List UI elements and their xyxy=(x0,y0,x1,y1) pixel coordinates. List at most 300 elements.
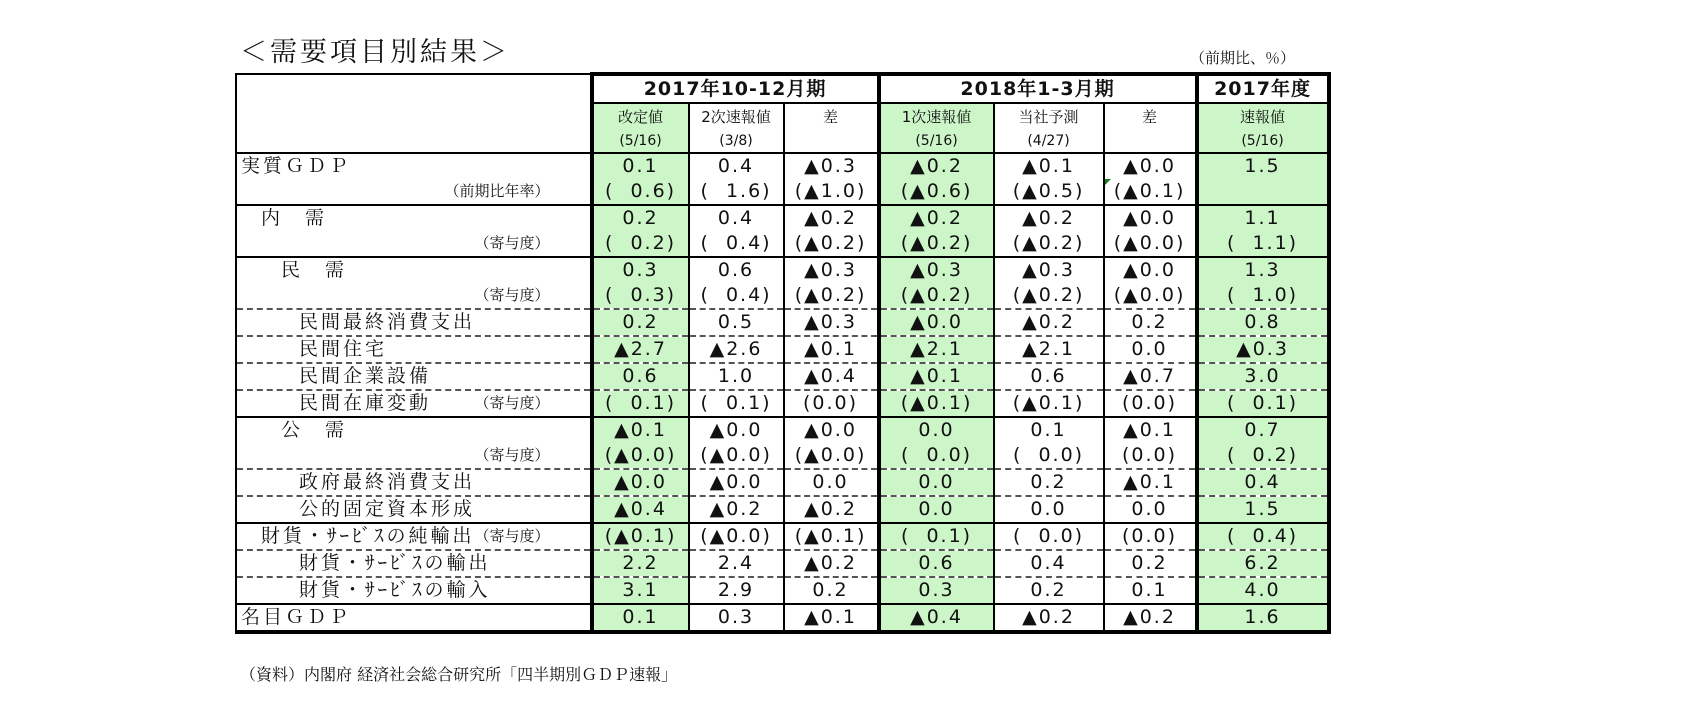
header-group-2017q4: 2017年10-12月期 xyxy=(592,74,879,103)
value-cell xyxy=(879,363,994,390)
value: 1.1 xyxy=(1244,207,1281,229)
value: ( 0.2) xyxy=(604,232,677,254)
value: 0.0 xyxy=(1030,498,1067,520)
value-cell xyxy=(592,390,689,417)
value-cell xyxy=(784,523,879,550)
value: ▲0.2 xyxy=(910,155,963,177)
value-cell xyxy=(1104,550,1197,577)
table-row xyxy=(236,257,1329,283)
value-cell xyxy=(1104,417,1197,443)
value-cell xyxy=(1197,443,1329,469)
value-cell xyxy=(784,179,879,205)
value: ▲0.2 xyxy=(1123,606,1176,628)
value: ( 0.3) xyxy=(604,284,677,306)
value-cell xyxy=(879,577,994,604)
value: ( 0.1) xyxy=(1226,392,1299,414)
row-label-cell xyxy=(236,257,592,283)
value-cell xyxy=(1104,336,1197,363)
table-row xyxy=(236,390,1329,417)
value-cell xyxy=(1104,604,1197,632)
row-label: 実質ＧＤＰ xyxy=(241,155,352,177)
value-cell xyxy=(689,604,784,632)
value: ▲2.1 xyxy=(910,338,963,360)
value: 1.6 xyxy=(1244,606,1281,628)
value: 1.5 xyxy=(1244,155,1281,177)
value-cell xyxy=(994,604,1104,632)
value: (▲0.2) xyxy=(794,232,867,254)
value-cell xyxy=(1197,469,1329,496)
value: ▲0.2 xyxy=(1022,207,1075,229)
row-label-cell xyxy=(236,179,592,205)
value: (▲0.0) xyxy=(700,444,772,466)
row-label: 名目ＧＤＰ xyxy=(241,606,352,628)
row-label: 民間住宅 xyxy=(299,338,388,360)
value-cell xyxy=(592,604,689,632)
value-cell xyxy=(1197,309,1329,336)
col-date xyxy=(1104,130,1197,153)
value: ( 0.2) xyxy=(1226,444,1299,466)
value: 0.2 xyxy=(622,311,659,333)
value-cell xyxy=(879,390,994,417)
row-label-cell xyxy=(236,577,592,604)
value-cell xyxy=(592,257,689,283)
value-cell xyxy=(1197,283,1329,309)
table-row xyxy=(236,550,1329,577)
value-cell xyxy=(994,550,1104,577)
header-group-2018q1: 2018年1-3月期 xyxy=(879,74,1197,103)
value: 0.2 xyxy=(812,579,849,601)
row-label-cell xyxy=(236,604,592,632)
value: 0.2 xyxy=(1131,552,1168,574)
value: (0.0) xyxy=(803,392,859,414)
value-cell xyxy=(784,231,879,257)
value: 1.0 xyxy=(717,365,755,387)
value-cell xyxy=(1197,390,1329,417)
value: ▲0.3 xyxy=(804,311,857,333)
value-cell xyxy=(1197,205,1329,231)
value-cell xyxy=(879,417,994,443)
table-row xyxy=(236,336,1329,363)
value-cell xyxy=(689,153,784,179)
row-label-cell xyxy=(236,417,592,443)
value-cell xyxy=(994,523,1104,550)
value: 3.0 xyxy=(1244,365,1281,387)
value: ( 0.0) xyxy=(1012,444,1085,466)
value-cell xyxy=(784,257,879,283)
value: ▲0.2 xyxy=(804,498,857,520)
value-cell xyxy=(689,363,784,390)
value: ▲0.1 xyxy=(1123,419,1176,441)
value-cell xyxy=(1197,231,1329,257)
value: ▲0.2 xyxy=(804,552,857,574)
value-cell xyxy=(879,205,994,231)
value-cell xyxy=(994,390,1104,417)
value: ( 0.4) xyxy=(700,232,772,254)
value-cell xyxy=(879,523,994,550)
row-label-cell xyxy=(236,231,592,257)
value: (▲0.2) xyxy=(900,232,973,254)
value: (▲0.5) xyxy=(1012,180,1085,202)
value: ▲0.2 xyxy=(804,207,857,229)
row-sublabel: （寄与度） xyxy=(474,234,550,252)
value: ▲0.1 xyxy=(1022,155,1075,177)
row-label: 財貨・ｻｰﾋﾞｽの輸入 xyxy=(299,579,491,601)
value: 3.1 xyxy=(622,579,659,601)
value-cell xyxy=(994,469,1104,496)
table-row xyxy=(236,363,1329,390)
value-cell xyxy=(994,179,1104,205)
value: ▲0.0 xyxy=(804,419,857,441)
value: ▲0.1 xyxy=(804,606,857,628)
value-cell xyxy=(784,283,879,309)
header-blank-cell xyxy=(236,74,592,153)
value: ( 0.0) xyxy=(1012,525,1085,547)
value-cell xyxy=(689,336,784,363)
value: ( 1.1) xyxy=(1226,232,1299,254)
value: ▲0.4 xyxy=(910,606,963,628)
value: ( 0.1) xyxy=(604,392,677,414)
value-cell xyxy=(994,496,1104,523)
value-cell xyxy=(784,336,879,363)
value: 0.1 xyxy=(622,606,659,628)
table-body xyxy=(236,153,1329,632)
value: ▲0.3 xyxy=(804,259,857,281)
value-cell xyxy=(689,550,784,577)
value-cell xyxy=(879,443,994,469)
value-cell xyxy=(994,443,1104,469)
value: ▲2.7 xyxy=(614,338,667,360)
value: ▲0.3 xyxy=(804,155,857,177)
comment-indicator-icon xyxy=(1105,179,1111,185)
row-label-cell xyxy=(236,153,592,179)
row-sublabel: （寄与度） xyxy=(474,394,550,412)
value-cell xyxy=(1197,496,1329,523)
value: ▲0.0 xyxy=(614,471,667,493)
row-label: 民 需 xyxy=(281,259,348,281)
value: ( 1.6) xyxy=(700,180,772,202)
row-label: 民間企業設備 xyxy=(299,365,432,387)
value: ▲0.3 xyxy=(1236,338,1289,360)
row-label-cell xyxy=(236,283,592,309)
value-cell xyxy=(1197,523,1329,550)
value-cell xyxy=(879,231,994,257)
value: ▲0.2 xyxy=(1022,311,1075,333)
value-cell xyxy=(592,469,689,496)
row-label: 公的固定資本形成 xyxy=(299,498,476,520)
value: 0.0 xyxy=(812,471,849,493)
value-cell xyxy=(784,309,879,336)
value-cell xyxy=(784,417,879,443)
header-group-row xyxy=(236,74,1329,103)
value-cell xyxy=(1104,496,1197,523)
value: (▲0.0) xyxy=(700,525,772,547)
row-label-cell xyxy=(236,363,592,390)
value-cell xyxy=(1197,550,1329,577)
value-cell xyxy=(592,496,689,523)
col-date: (5/16) xyxy=(592,130,689,153)
value-cell xyxy=(592,153,689,179)
table-row xyxy=(236,523,1329,550)
row-sublabel: （寄与度） xyxy=(474,527,550,545)
value: ▲0.0 xyxy=(1123,259,1176,281)
value: (▲1.0) xyxy=(794,180,867,202)
value-cell xyxy=(784,443,879,469)
value-cell xyxy=(689,231,784,257)
value-cell xyxy=(1104,153,1197,179)
value: 0.6 xyxy=(622,365,659,387)
value: 0.0 xyxy=(918,419,955,441)
value-cell xyxy=(592,309,689,336)
value: 0.4 xyxy=(717,155,755,177)
value-cell xyxy=(689,469,784,496)
row-label-cell xyxy=(236,443,592,469)
value: (▲0.6) xyxy=(900,180,973,202)
value: 0.4 xyxy=(1030,552,1067,574)
value: ▲0.2 xyxy=(709,498,763,520)
value-cell xyxy=(592,283,689,309)
row-label: 財貨・ｻｰﾋﾞｽの純輸出 xyxy=(261,525,475,547)
value: (0.0) xyxy=(1122,392,1178,414)
table-title: ＜需要項目別結果＞ xyxy=(240,37,510,68)
value-cell xyxy=(1197,363,1329,390)
value-cell xyxy=(784,205,879,231)
value: ▲0.2 xyxy=(910,207,963,229)
value: 2.9 xyxy=(717,579,755,601)
value: ( 1.0) xyxy=(1226,284,1299,306)
table-row xyxy=(236,153,1329,179)
value-cell xyxy=(1104,179,1197,205)
value-cell xyxy=(689,443,784,469)
row-label: 財貨・ｻｰﾋﾞｽの輸出 xyxy=(299,552,491,574)
value: ▲0.3 xyxy=(910,259,963,281)
value: 1.5 xyxy=(1244,498,1281,520)
value-cell xyxy=(784,363,879,390)
value-cell xyxy=(1104,257,1197,283)
value: (▲0.0) xyxy=(794,444,867,466)
value: 0.1 xyxy=(1030,419,1067,441)
row-label-cell xyxy=(236,496,592,523)
col-date: (5/16) xyxy=(879,130,994,153)
value-cell xyxy=(784,496,879,523)
table-row xyxy=(236,205,1329,231)
row-label-cell xyxy=(236,309,592,336)
value-cell xyxy=(784,577,879,604)
value-cell xyxy=(1104,283,1197,309)
value: (0.0) xyxy=(1122,525,1178,547)
value-cell xyxy=(689,257,784,283)
value: (▲0.1) xyxy=(1012,392,1085,414)
value: 0.2 xyxy=(1030,471,1067,493)
value-cell xyxy=(592,336,689,363)
value: 0.6 xyxy=(717,259,755,281)
table-row xyxy=(236,283,1329,309)
value-cell xyxy=(784,604,879,632)
value: ▲0.1 xyxy=(804,338,857,360)
col-date: (5/16) xyxy=(1197,130,1329,153)
value-cell xyxy=(1104,577,1197,604)
value-cell xyxy=(1197,577,1329,604)
value-cell xyxy=(689,205,784,231)
value: 0.3 xyxy=(918,579,955,601)
value: 0.1 xyxy=(1131,579,1168,601)
value: 0.2 xyxy=(1030,579,1067,601)
value: ▲0.1 xyxy=(1123,471,1176,493)
col-header-1st-prelim: 1次速報値 xyxy=(879,103,994,130)
value: 6.2 xyxy=(1244,552,1281,574)
table-row xyxy=(236,604,1329,632)
row-sublabel: （寄与度） xyxy=(474,286,550,304)
value: 0.3 xyxy=(622,259,659,281)
value-cell xyxy=(994,205,1104,231)
value-cell xyxy=(1104,390,1197,417)
value-cell xyxy=(784,390,879,417)
row-sublabel: （前期比年率） xyxy=(444,182,550,200)
value-cell xyxy=(784,469,879,496)
value-cell xyxy=(1197,417,1329,443)
col-header-diff: 差 xyxy=(1104,103,1197,130)
table-row xyxy=(236,309,1329,336)
row-label: 民間最終消費支出 xyxy=(299,311,476,333)
row-label: 内 需 xyxy=(261,207,328,229)
value: ▲0.0 xyxy=(910,311,963,333)
col-date xyxy=(784,130,879,153)
col-header-prelim-fy: 速報値 xyxy=(1197,103,1329,130)
value: ( 0.4) xyxy=(700,284,772,306)
value-cell xyxy=(1197,257,1329,283)
value: 0.1 xyxy=(622,155,659,177)
value-cell xyxy=(994,577,1104,604)
value-cell xyxy=(592,417,689,443)
value-cell xyxy=(994,283,1104,309)
value: 0.2 xyxy=(622,207,659,229)
value-cell xyxy=(689,496,784,523)
value-cell xyxy=(592,179,689,205)
value-cell xyxy=(994,231,1104,257)
value: ▲0.3 xyxy=(1022,259,1075,281)
value-cell xyxy=(689,390,784,417)
value: ▲0.4 xyxy=(804,365,857,387)
row-label: 民間在庫変動 xyxy=(299,392,432,414)
value: 0.8 xyxy=(1244,311,1281,333)
value-cell xyxy=(1197,336,1329,363)
col-date: (4/27) xyxy=(994,130,1104,153)
value-cell xyxy=(592,363,689,390)
value: ▲2.6 xyxy=(709,338,763,360)
value: 0.0 xyxy=(1131,498,1168,520)
row-label: 公 需 xyxy=(281,419,348,441)
value-cell xyxy=(994,257,1104,283)
value-cell xyxy=(879,153,994,179)
value-cell xyxy=(994,336,1104,363)
table-row xyxy=(236,231,1329,257)
value-cell xyxy=(1104,231,1197,257)
row-label-cell xyxy=(236,390,592,417)
value-cell xyxy=(1197,604,1329,632)
value: (▲0.0) xyxy=(1113,284,1186,306)
value: (▲0.0) xyxy=(604,444,677,466)
value: 4.0 xyxy=(1244,579,1281,601)
value: 0.6 xyxy=(1030,365,1067,387)
row-label-cell xyxy=(236,523,592,550)
value: ▲0.0 xyxy=(709,471,763,493)
value-cell xyxy=(1104,469,1197,496)
col-header-forecast: 当社予測 xyxy=(994,103,1104,130)
value-cell xyxy=(1104,363,1197,390)
row-label-cell xyxy=(236,205,592,231)
value: ▲0.0 xyxy=(1123,155,1176,177)
value: 0.4 xyxy=(1244,471,1281,493)
value: (▲0.2) xyxy=(1012,232,1085,254)
col-header-revised: 改定値 xyxy=(592,103,689,130)
table-row xyxy=(236,469,1329,496)
value-cell xyxy=(879,496,994,523)
source-note: （資料）内閣府 経済社会総合研究所「四半期別ＧＤＰ速報」 xyxy=(240,665,678,684)
gdp-demand-table xyxy=(235,72,1331,634)
value: (▲0.0) xyxy=(1113,232,1186,254)
value: (▲0.1) xyxy=(900,392,973,414)
value-cell xyxy=(784,153,879,179)
value-cell xyxy=(689,523,784,550)
value-cell xyxy=(994,309,1104,336)
value-cell xyxy=(879,469,994,496)
value-cell xyxy=(879,179,994,205)
table-row xyxy=(236,417,1329,443)
table-row xyxy=(236,443,1329,469)
value: 1.3 xyxy=(1244,259,1281,281)
value: ▲0.1 xyxy=(614,419,667,441)
value: ( 0.1) xyxy=(900,525,973,547)
value-cell xyxy=(592,577,689,604)
value: (▲0.2) xyxy=(794,284,867,306)
row-label-cell xyxy=(236,336,592,363)
value: (▲0.1) xyxy=(604,525,677,547)
value: 0.0 xyxy=(918,471,955,493)
value-cell xyxy=(1104,443,1197,469)
unit-note: （前期比、％） xyxy=(1190,49,1296,67)
value: 0.2 xyxy=(1131,311,1168,333)
value-cell xyxy=(879,550,994,577)
table-row xyxy=(236,179,1329,205)
value-cell xyxy=(1197,153,1329,179)
value: (▲0.1) xyxy=(794,525,867,547)
value-cell xyxy=(994,417,1104,443)
value-cell xyxy=(689,577,784,604)
value-cell xyxy=(879,336,994,363)
value: 2.4 xyxy=(717,552,755,574)
value-cell xyxy=(994,363,1104,390)
value: 0.4 xyxy=(717,207,755,229)
value: (▲0.2) xyxy=(1012,284,1085,306)
value-cell xyxy=(1104,523,1197,550)
value: 0.0 xyxy=(1131,338,1168,360)
row-sublabel: （寄与度） xyxy=(474,446,550,464)
value: ( 0.1) xyxy=(700,392,772,414)
value: ▲0.4 xyxy=(614,498,667,520)
value: 0.5 xyxy=(717,311,755,333)
col-header-diff: 差 xyxy=(784,103,879,130)
value-cell xyxy=(689,309,784,336)
header-group-fy2017: 2017年度 xyxy=(1197,74,1329,103)
value: ( 0.0) xyxy=(900,444,973,466)
row-label-cell xyxy=(236,469,592,496)
value: ( 0.4) xyxy=(1226,525,1299,547)
value: 0.3 xyxy=(717,606,755,628)
col-header-2nd-prelim: 2次速報値 xyxy=(689,103,784,130)
value: ▲0.0 xyxy=(709,419,763,441)
value: ▲0.1 xyxy=(910,365,963,387)
value-cell xyxy=(1104,205,1197,231)
value: 0.7 xyxy=(1244,419,1281,441)
